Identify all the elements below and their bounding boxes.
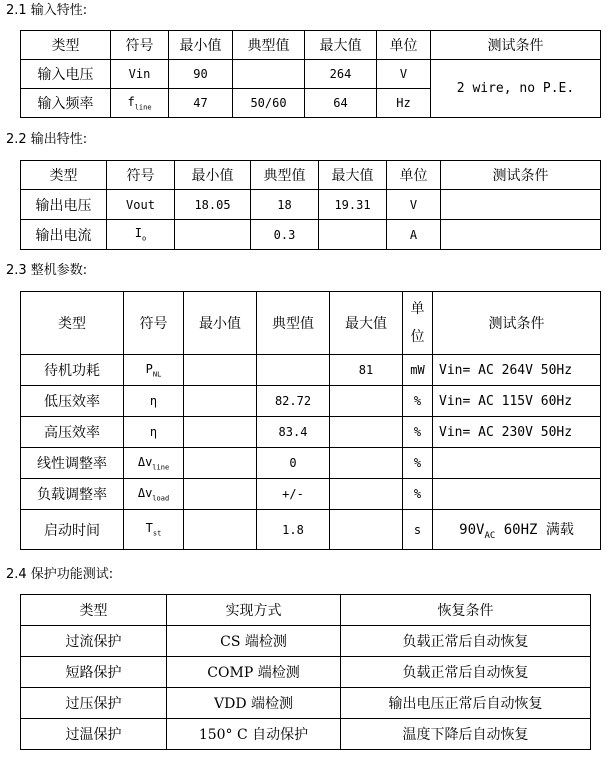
- min-cell: 47: [169, 89, 233, 118]
- recovery-cell: 温度下降后自动恢复: [341, 719, 591, 750]
- table-row: [21, 60, 601, 89]
- method-cell: 150° C 自动保护: [167, 719, 341, 750]
- type-cell: 过压保护: [21, 688, 167, 719]
- symbol-cell: Vin: [111, 60, 169, 89]
- table-row: [21, 719, 591, 750]
- unit-cell: %: [403, 386, 433, 417]
- typ-cell: 0.3: [251, 220, 319, 250]
- table-row: [21, 448, 601, 479]
- table-row: [21, 220, 601, 250]
- type-cell: 过流保护: [21, 626, 167, 657]
- header-cell: 符号: [111, 31, 169, 60]
- header-cell: 最小值: [169, 31, 233, 60]
- min-cell: [184, 448, 257, 479]
- symbol-cell: η: [124, 417, 184, 448]
- header-cell: 实现方式: [167, 595, 341, 626]
- recovery-cell: 负载正常后自动恢复: [341, 657, 591, 688]
- typ-cell: 1.8: [257, 510, 330, 550]
- recovery-cell: 负载正常后自动恢复: [341, 626, 591, 657]
- header-cell: 测试条件: [433, 292, 601, 355]
- condition-cell: [433, 479, 601, 510]
- unit-cell: s: [403, 510, 433, 550]
- unit-cell: V: [377, 60, 431, 89]
- table-row: [21, 386, 601, 417]
- type-cell: 输入频率: [21, 89, 111, 118]
- table-row: [21, 626, 591, 657]
- max-cell: 264: [305, 60, 377, 89]
- table-header-row: [21, 595, 591, 626]
- max-cell: [330, 510, 403, 550]
- type-cell: 输出电压: [21, 190, 107, 220]
- min-cell: [184, 355, 257, 386]
- type-cell: 输入电压: [21, 60, 111, 89]
- type-cell: 低压效率: [21, 386, 124, 417]
- type-cell: 高压效率: [21, 417, 124, 448]
- condition-cell: [441, 220, 601, 250]
- header-cell: 测试条件: [431, 31, 601, 60]
- method-cell: CS 端检测: [167, 626, 341, 657]
- header-cell: 最大值: [319, 161, 387, 190]
- max-cell: 64: [305, 89, 377, 118]
- typ-cell: 83.4: [257, 417, 330, 448]
- symbol-cell: $T_{st}$: [124, 510, 184, 550]
- min-cell: [184, 479, 257, 510]
- max-cell: 19.31: [319, 190, 387, 220]
- condition-cell: Vin= AC 230V 50Hz: [433, 417, 601, 448]
- header-cell: 类型: [21, 161, 107, 190]
- type-cell: 待机功耗: [21, 355, 124, 386]
- condition-cell: 2 wire, no P.E.: [431, 60, 601, 118]
- typ-cell: 18: [251, 190, 319, 220]
- condition-cell: Vin= AC 264V 50Hz: [433, 355, 601, 386]
- unit-cell: %: [403, 417, 433, 448]
- symbol-cell: $I_o$: [107, 220, 175, 250]
- input-characteristics-table: [20, 30, 601, 118]
- unit-cell: %: [403, 479, 433, 510]
- condition-cell: $90V_{AC}$ 60HZ 满载: [433, 510, 601, 550]
- section-title-protection: 2.4 保护功能测试:: [6, 567, 114, 582]
- max-cell: [330, 448, 403, 479]
- type-cell: 短路保护: [21, 657, 167, 688]
- header-cell: 类型: [21, 292, 124, 355]
- table-row: [21, 657, 591, 688]
- typ-cell: [233, 60, 305, 89]
- typ-cell: 82.72: [257, 386, 330, 417]
- min-cell: [184, 386, 257, 417]
- table-row: [21, 688, 591, 719]
- header-cell: 类型: [21, 595, 167, 626]
- header-cell: 类型: [21, 31, 111, 60]
- table-row: [21, 417, 601, 448]
- unit-cell: A: [387, 220, 441, 250]
- typ-cell: 0: [257, 448, 330, 479]
- min-cell: [184, 417, 257, 448]
- header-cell: 最小值: [175, 161, 251, 190]
- header-cell: 最大值: [330, 292, 403, 355]
- min-cell: 90: [169, 60, 233, 89]
- header-cell: 典型值: [257, 292, 330, 355]
- symbol-cell: $P_{NL}$: [124, 355, 184, 386]
- min-cell: [175, 220, 251, 250]
- min-cell: 18.05: [175, 190, 251, 220]
- section-title-output: 2.2 输出特性:: [6, 132, 88, 147]
- header-cell: 恢复条件: [341, 595, 591, 626]
- protection-function-table: [20, 594, 591, 750]
- table-header-row: [21, 292, 601, 355]
- header-cell: 单位: [387, 161, 441, 190]
- header-cell: 符号: [124, 292, 184, 355]
- header-cell: 单位: [377, 31, 431, 60]
- header-cell: 典型值: [233, 31, 305, 60]
- max-cell: [330, 417, 403, 448]
- table-header-row: [21, 161, 601, 190]
- table-row: [21, 355, 601, 386]
- header-cell: 最小值: [184, 292, 257, 355]
- symbol-cell: $\Delta v_{line}$: [124, 448, 184, 479]
- unit-cell: V: [387, 190, 441, 220]
- unit-cell: %: [403, 448, 433, 479]
- type-cell: 负载调整率: [21, 479, 124, 510]
- method-cell: VDD 端检测: [167, 688, 341, 719]
- max-cell: 81: [330, 355, 403, 386]
- header-cell: 典型值: [251, 161, 319, 190]
- table-row: [21, 510, 601, 550]
- unit-cell: Hz: [377, 89, 431, 118]
- type-cell: 过温保护: [21, 719, 167, 750]
- output-characteristics-table: [20, 160, 601, 250]
- max-cell: [319, 220, 387, 250]
- typ-cell: +/-: [257, 479, 330, 510]
- header-cell: 最大值: [305, 31, 377, 60]
- condition-cell: [433, 448, 601, 479]
- method-cell: COMP 端检测: [167, 657, 341, 688]
- symbol-cell: $f_{line}$: [111, 89, 169, 118]
- section-title-input: 2.1 输入特性:: [6, 3, 88, 18]
- header-cell: 测试条件: [441, 161, 601, 190]
- system-parameters-table: [20, 291, 601, 550]
- max-cell: [330, 479, 403, 510]
- condition-cell: [441, 190, 601, 220]
- max-cell: [330, 386, 403, 417]
- typ-cell: 50/60: [233, 89, 305, 118]
- type-cell: 输出电流: [21, 220, 107, 250]
- symbol-cell: $\Delta v_{load}$: [124, 479, 184, 510]
- type-cell: 线性调整率: [21, 448, 124, 479]
- header-cell-unit: 单 位: [403, 292, 433, 355]
- unit-cell: mW: [403, 355, 433, 386]
- symbol-cell: η: [124, 386, 184, 417]
- typ-cell: [257, 355, 330, 386]
- min-cell: [184, 510, 257, 550]
- symbol-cell: Vout: [107, 190, 175, 220]
- table-row: [21, 190, 601, 220]
- header-cell: 符号: [107, 161, 175, 190]
- table-header-row: [21, 31, 601, 60]
- recovery-cell: 输出电压正常后自动恢复: [341, 688, 591, 719]
- section-title-system: 2.3 整机参数:: [6, 263, 88, 278]
- condition-cell: Vin= AC 115V 60Hz: [433, 386, 601, 417]
- table-row: [21, 479, 601, 510]
- type-cell: 启动时间: [21, 510, 124, 550]
